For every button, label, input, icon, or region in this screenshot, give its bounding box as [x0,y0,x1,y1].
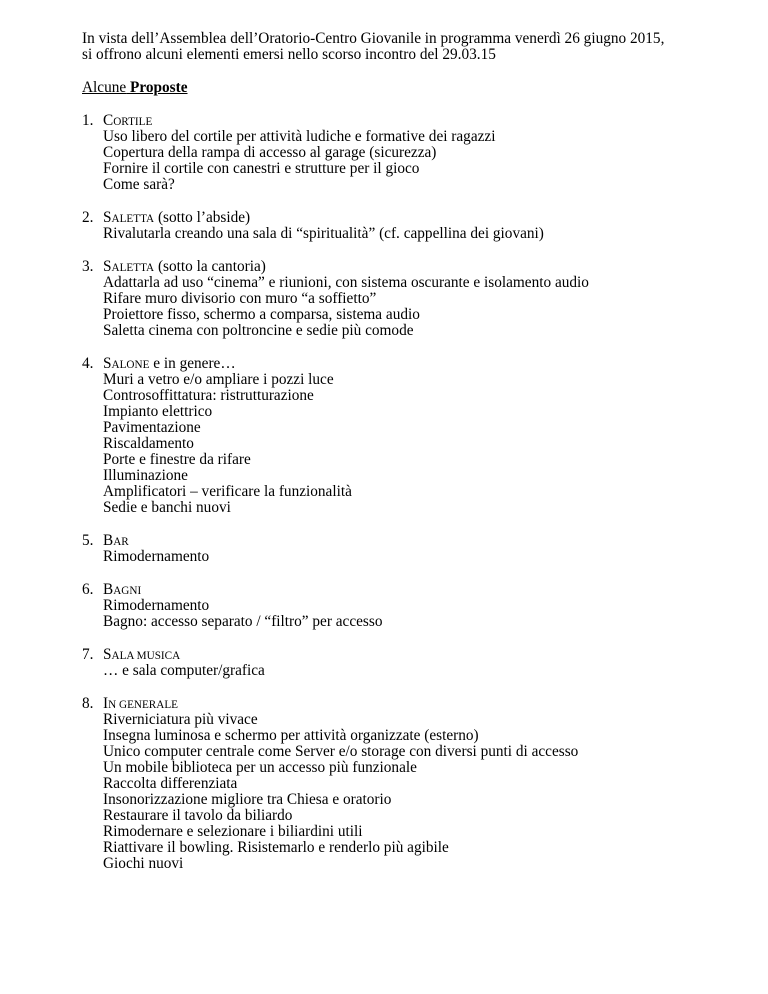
section-title-suffix: e in genere… [149,355,236,372]
section-item: Bagno: accesso separato / “filtro” per accesso [103,613,383,630]
section-item: Saletta cinema con poltroncine e sedie più comode [103,322,414,339]
section-item: Giochi nuovi [103,855,184,872]
section-title-text [103,647,180,663]
section-title-smallcaps: ALONE [111,359,150,371]
section-item: Restaurare il tavolo da biliardo [103,807,293,824]
proposals-prefix: Alcune [82,79,127,96]
section-item: Rivalutarla creando una sala di “spiritualità” (cf. cappellina dei giovani) [103,225,544,242]
proposal-section [82,533,762,565]
section-title [82,210,762,226]
intro-line-1: In vista dell’Assemblea dell’Oratorio-Centro Giovanile in programma venerdì 26 giugno 2015, [82,30,665,47]
section-title-initial: B [103,581,114,598]
section-item: Riattivare il bowling. Risistemarlo e renderlo più agibile [103,839,449,856]
section-title-initial: C [103,112,114,129]
section-item: Pavimentazione [103,419,201,436]
section-item: Copertura della rampa di accesso al garage (sicurezza) [103,144,437,161]
section-number: 7. [82,646,94,663]
section-item: Porte e finestre da rifare [103,451,251,468]
section-item: Controsoffittatura: ristrutturazione [103,387,314,404]
section-item: Impianto elettrico [103,403,213,420]
section-number: 1. [82,112,94,129]
section-item: Riverniciatura più vivace [103,711,258,728]
section-title-suffix: (sotto l’abside) [154,209,251,226]
section-title-text [103,259,266,275]
section-title [82,113,762,129]
section-title [82,696,762,712]
section-title-text [103,210,250,226]
section-title [82,259,762,275]
section-item: … e sala computer/grafica [103,662,265,679]
section-title-smallcaps: AR [113,536,129,548]
section-title-text [103,582,141,598]
section-item: Adattarla ad uso “cinema” e riunioni, con sistema oscurante e isolamento audio [103,274,589,291]
section-item: Rimodernare e selezionare i biliardini utili [103,823,363,840]
section-number: 3. [82,258,94,275]
section-item: Fornire il cortile con canestri e strutture per il gioco [103,160,420,177]
section-item: Sedie e banchi nuovi [103,499,231,516]
section-title-initial: S [103,646,112,663]
proposal-section [82,113,762,193]
section-item: Raccolta differenziata [103,775,238,792]
section-title-initial: S [103,209,112,226]
proposals-bold: Proposte [130,79,188,96]
section-title-smallcaps: ALETTA [111,213,155,225]
section-item: Muri a vetro e/o ampliare i pozzi luce [103,371,334,388]
section-title-text [103,696,178,712]
section-title-text [103,533,129,549]
section-title [82,356,762,372]
section-title-initial: S [103,258,112,275]
section-title [82,582,762,598]
proposals-heading-text [82,79,188,96]
section-number: 5. [82,532,94,549]
document-page [82,31,762,889]
section-item: Proiettore fisso, schermo a comparsa, sistema audio [103,306,420,323]
section-number: 4. [82,355,94,372]
proposal-section [82,210,762,242]
section-item: Illuminazione [103,467,188,484]
proposal-section [82,582,762,630]
proposal-list [82,113,762,872]
section-title-suffix: (sotto la cantoria) [154,258,266,275]
section-title-smallcaps: ORTILE [113,116,153,128]
section-item: Come sarà? [103,176,175,193]
section-item: Rifare muro divisorio con muro “a soffietto” [103,290,377,307]
section-title-initial: I [103,695,109,712]
proposals-heading [82,80,762,96]
section-number: 6. [82,581,94,598]
section-item: Amplificatori – verificare la funzionalità [103,483,352,500]
section-title-text [103,113,152,129]
proposal-section [82,259,762,339]
section-item: Un mobile biblioteca per un accesso più funzionale [103,759,417,776]
section-number: 2. [82,209,94,226]
intro-line-2: si offrono alcuni elementi emersi nello scorso incontro del 29.03.15 [82,46,496,63]
section-item: Unico computer centrale come Server e/o storage con diversi punti di accesso [103,743,579,760]
section-number: 8. [82,695,94,712]
section-title-smallcaps: ALA MUSICA [111,650,181,662]
section-item: Insegna luminosa e schermo per attività organizzate (esterno) [103,727,479,744]
section-item: Riscaldamento [103,435,194,452]
section-title-text [103,356,236,372]
intro-paragraph [82,31,762,63]
section-item: Rimodernamento [103,548,210,565]
section-title-initial: B [103,532,114,549]
section-title [82,533,762,549]
section-title-smallcaps: N GENERALE [108,699,179,711]
section-title-smallcaps: AGNI [113,585,142,597]
section-item: Rimodernamento [103,597,210,614]
section-item: Uso libero del cortile per attività ludiche e formative dei ragazzi [103,128,496,145]
proposal-section [82,696,762,872]
section-item: Insonorizzazione migliore tra Chiesa e oratorio [103,791,392,808]
section-title [82,647,762,663]
section-title-smallcaps: ALETTA [111,262,155,274]
proposal-section [82,356,762,516]
section-title-initial: S [103,355,112,372]
proposal-section [82,647,762,679]
